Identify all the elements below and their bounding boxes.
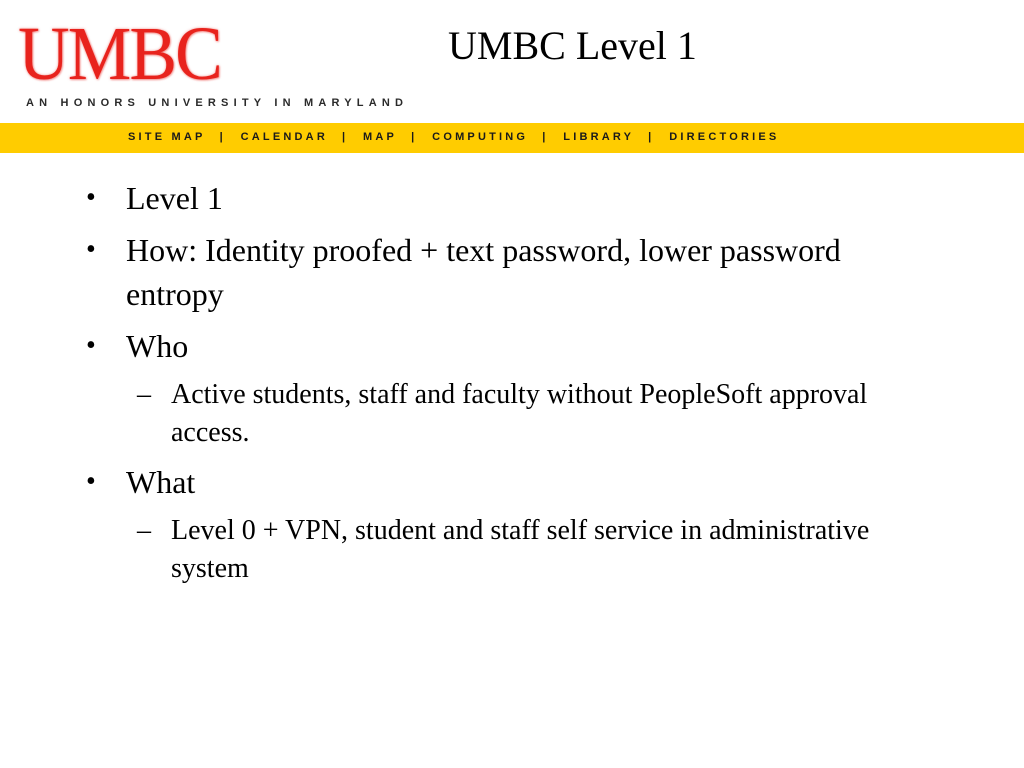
bullet-text: Level 1 xyxy=(126,180,223,216)
bullet-item xyxy=(86,324,886,368)
nav-separator: | xyxy=(648,131,652,143)
nav-link-map[interactable]: MAP xyxy=(363,131,398,143)
sub-bullet-text: Level 0 + VPN, student and staff self service in administrative system xyxy=(171,515,870,584)
bullet-text: Who xyxy=(126,328,189,364)
nav-bar xyxy=(0,123,1024,153)
bullet-marker: • xyxy=(86,466,96,497)
sub-bullet-marker: – xyxy=(137,379,151,410)
bullet-marker: • xyxy=(86,330,96,361)
nav-separator: | xyxy=(219,131,223,143)
nav-link-computing[interactable]: COMPUTING xyxy=(432,131,529,143)
nav-link-library[interactable]: LIBRARY xyxy=(563,131,635,143)
slide-title: UMBC Level 1 xyxy=(448,23,697,68)
nav-list xyxy=(128,131,779,143)
nav-link-directories[interactable]: DIRECTORIES xyxy=(669,131,780,143)
umbc-logo: UMBC xyxy=(18,12,221,96)
bullet-item xyxy=(86,228,886,316)
university-tagline: AN HONORS UNIVERSITY IN MARYLAND xyxy=(26,97,409,109)
slide-body xyxy=(0,176,1024,596)
nav-separator: | xyxy=(411,131,415,143)
bullet-item xyxy=(86,176,886,220)
nav-item-site-map[interactable] xyxy=(128,131,241,143)
nav-item-calendar[interactable] xyxy=(241,131,363,143)
sub-bullet-item xyxy=(137,376,911,452)
nav-item-computing[interactable] xyxy=(432,131,563,143)
bullet-text: How: Identity proofed + text password, lower password entropy xyxy=(126,232,841,312)
bullet-text: What xyxy=(126,464,196,500)
bullet-marker: • xyxy=(86,182,96,213)
nav-link-site-map[interactable]: SITE MAP xyxy=(128,131,206,143)
nav-item-directories[interactable] xyxy=(669,131,779,143)
sub-bullet-text: Active students, staff and faculty without PeopleSoft approval access. xyxy=(171,379,868,448)
nav-item-library[interactable] xyxy=(563,131,669,143)
sub-bullet-marker: – xyxy=(137,515,151,546)
bullet-marker: • xyxy=(86,234,96,265)
nav-separator: | xyxy=(341,131,346,143)
nav-separator: | xyxy=(542,131,546,143)
nav-link-calendar[interactable]: CALENDAR xyxy=(240,131,328,143)
nav-item-map[interactable] xyxy=(363,131,432,143)
sub-bullet-item xyxy=(137,512,911,588)
bullet-item xyxy=(86,460,886,504)
